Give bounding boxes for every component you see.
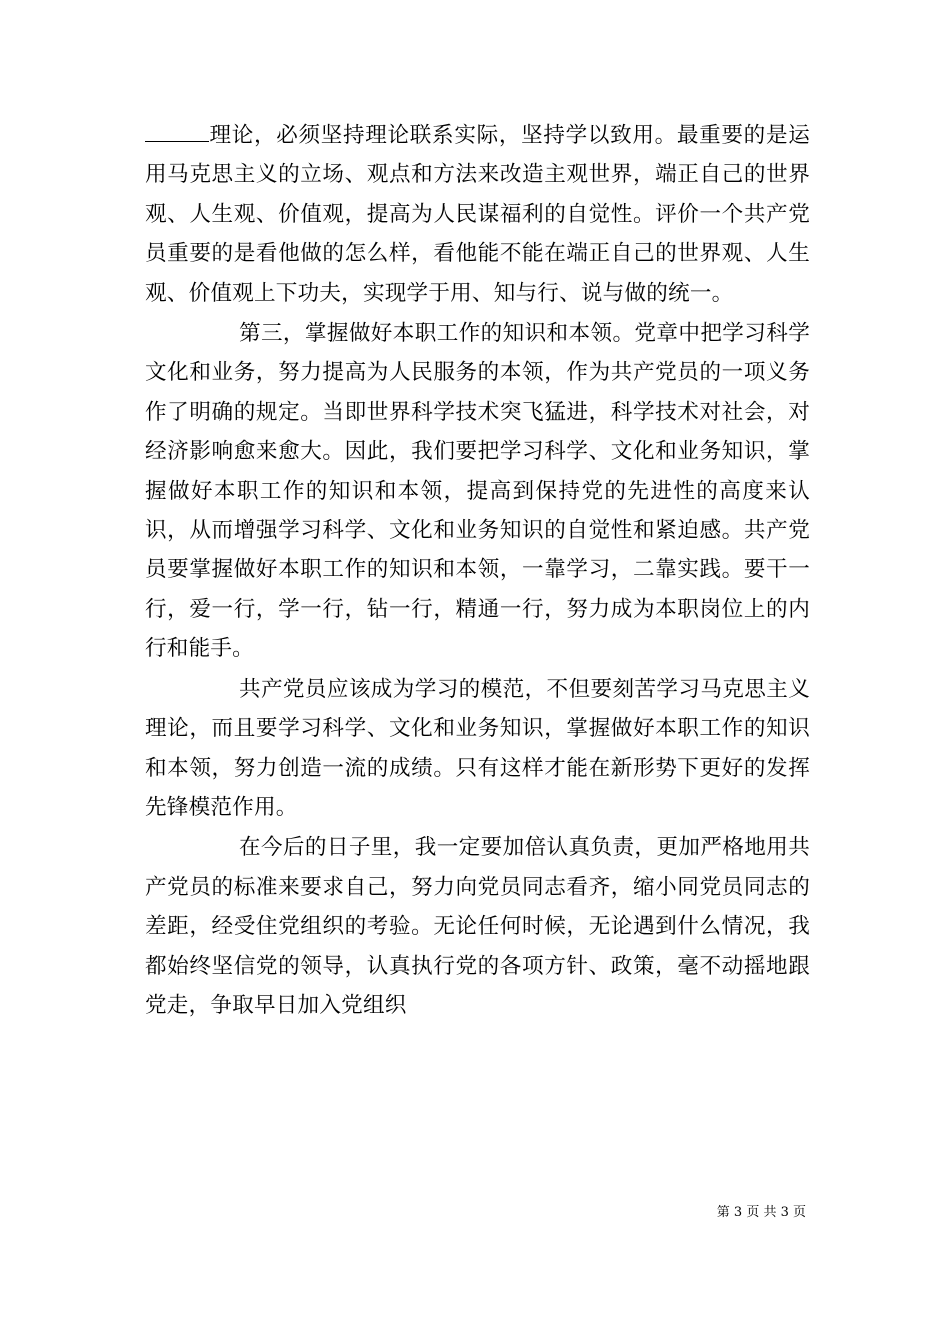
paragraph-theory-text: 理论，必须坚持理论联系实际，坚持学以致用。最重要的是运用马克思主义的立场、观点和方法来改造主观世界，端正自己的世界观、人生观、价值观，提高为人民谋福利的自觉性。评价一个共产党员重要的是看他做的怎么样，看他能不能在端正自己的世界观、人生观、价值观上下功夫，实现学于用、知与行、说与做的统一。 <box>145 123 810 306</box>
paragraph-theory <box>145 116 810 313</box>
paragraph-third-point: 第三，掌握做好本职工作的知识和本领。党章中把学习科学文化和业务，努力提高为人民服务的本领，作为共产党员的一项义务作了明确的规定。当即世界科学技术突飞猛进，科学技术对社会，对经济影响愈来愈大。因此，我们要把学习科学、文化和业务知识，掌握做好本职工作的知识和本领，提高到保持党的先进性的高度来认识，从而增强学习科学、文化和业务知识的自觉性和紧迫感。共产党员要掌握做好本职工作的知识和本领，一靠学习，二靠实践。要干一行，爱一行，学一行，钻一行，精通一行，努力成为本职岗位上的内行和能手。 <box>145 321 810 662</box>
paragraph-role-model: 共产党员应该成为学习的模范，不但要刻苦学习马克思主义理论，而且要学习科学、文化和业务知识，掌握做好本职工作的知识和本领，努力创造一流的成绩。只有这样才能在新形势下更好的发挥先锋模范作用。 <box>145 676 810 820</box>
page-number-footer: 第 3 页 共 3 页 <box>716 1205 806 1220</box>
document-body <box>145 116 810 1025</box>
paragraph-commitment: 在今后的日子里，我一定要加倍认真负责，更加严格地用共产党员的标准来要求自己，努力向党员同志看齐，缩小同党员同志的差距，经受住党组织的考验。无论任何时候，无论遇到什么情况，我都始终坚信党的领导，认真执行党的各项方针、政策，毫不动摇地跟党走，争取早日加入党组织 <box>145 835 810 1018</box>
fill-in-blank <box>145 122 209 142</box>
